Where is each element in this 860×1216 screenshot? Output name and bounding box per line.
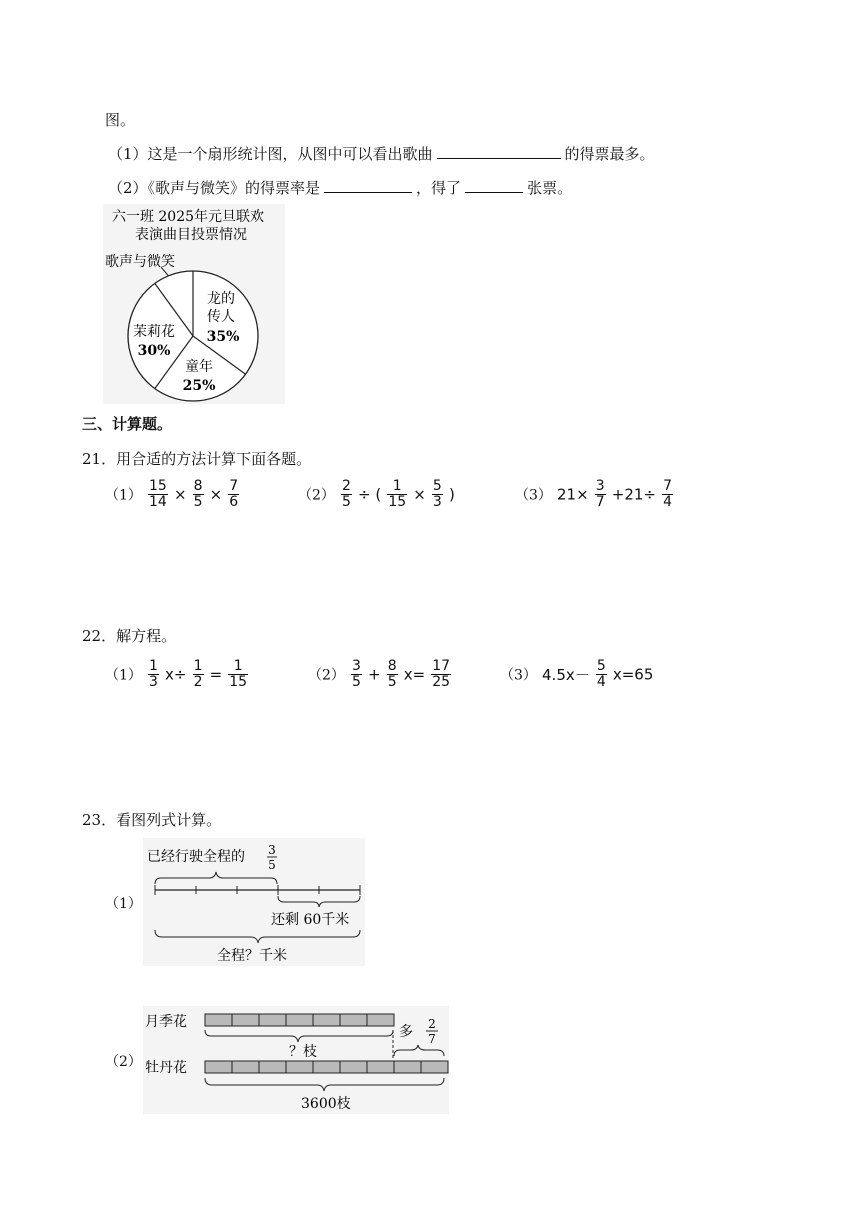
problem-label: （1） <box>105 487 142 504</box>
q2-prefix: （2）《歌声与微笑》的得票率是 <box>108 179 321 197</box>
more-fraction-den: 7 <box>428 1032 436 1046</box>
expression-part: x÷ <box>165 665 187 684</box>
expression-part: x=65 <box>612 665 654 684</box>
operator: × <box>413 485 426 504</box>
row2-segment <box>286 1061 313 1073</box>
total-brace <box>155 930 360 943</box>
row1-segment <box>313 1014 340 1026</box>
remaining-brace <box>278 896 360 907</box>
distance-diagram-svg <box>143 838 365 966</box>
row1-segment <box>259 1014 286 1026</box>
operator: = <box>209 665 223 684</box>
row2-segment <box>205 1061 232 1073</box>
fraction: $\frac{15}{14}$ <box>149 478 167 510</box>
fraction: $\frac{1}{3}$ <box>149 658 158 690</box>
expression-part: 4.5x－ <box>542 666 590 684</box>
row2-segment <box>232 1061 259 1073</box>
chart-title-line1: 六一班 2025年元旦联欢 <box>111 209 265 225</box>
remaining-label: 还剩 60千米 <box>271 912 350 928</box>
q21-problem-1 <box>105 479 240 510</box>
rose-brace <box>205 1030 393 1042</box>
row1-segment <box>205 1014 232 1026</box>
q22-problem-1 <box>105 659 249 690</box>
slice-label-dragon-1: 龙的 <box>207 291 235 307</box>
fraction: $\frac{1}{15}$ <box>229 658 248 690</box>
q1-suffix: 的得票最多。 <box>564 145 655 163</box>
question-1-line <box>108 144 655 164</box>
traveled-label: 已经行驶全程的 <box>147 849 245 865</box>
slice-value-dragon: 35% <box>206 329 240 345</box>
operator: ÷ ( <box>358 485 382 504</box>
q22-problem-2 <box>308 659 452 690</box>
answer-blank-song[interactable] <box>437 144 561 159</box>
fraction: $\frac{1}{2}$ <box>193 658 203 690</box>
answer-blank-votes[interactable] <box>465 178 523 193</box>
expression-part: 21× <box>557 485 589 504</box>
row2-segment <box>367 1061 394 1073</box>
q22-problem-3 <box>500 659 653 690</box>
row2-segment <box>340 1061 367 1073</box>
row2-segment <box>259 1061 286 1073</box>
q21-problem-3 <box>515 479 674 510</box>
q1-prefix: （1）这是一个扇形统计图，从图中可以看出歌曲 <box>108 145 433 163</box>
slice-label-jasmine: 茉莉花 <box>133 324 175 340</box>
rose-count-label: ？枝 <box>289 1044 317 1060</box>
total-label: 全程？千米 <box>217 948 287 964</box>
rose-bar <box>205 1014 394 1026</box>
q2-mid: ，得了 <box>416 179 462 197</box>
row2-segment <box>421 1061 448 1073</box>
fraction: $\frac{1}{15}$ <box>388 478 407 510</box>
slice-label-dragon-2: 传人 <box>207 309 235 325</box>
q23-label-1: （1） <box>105 896 142 912</box>
flower-diagram <box>143 1006 449 1114</box>
traveled-fraction-den: 5 <box>268 858 276 872</box>
q21-problem-2 <box>298 479 455 510</box>
problem-label: （3） <box>515 487 552 504</box>
fraction: $\frac{2}{5}$ <box>342 478 351 510</box>
more-fraction-num: 2 <box>428 1017 436 1031</box>
peony-bar <box>205 1061 448 1073</box>
question-2-line <box>108 178 572 198</box>
q22-title: 22．解方程。 <box>82 627 177 645</box>
operator: × <box>173 485 187 504</box>
row1-segment <box>340 1014 367 1026</box>
fraction: $\frac{3}{5}$ <box>352 658 361 690</box>
fraction: $\frac{8}{5}$ <box>387 658 397 690</box>
fraction: $\frac{7}{6}$ <box>229 478 239 510</box>
slice-label-outside: 歌声与微笑 <box>105 254 175 270</box>
slice-value-jasmine: 30% <box>137 343 171 359</box>
expression-part: x= <box>403 665 426 684</box>
operator: + <box>368 665 381 684</box>
operator: × <box>209 485 223 504</box>
problem-label: （2） <box>308 667 345 684</box>
pie-chart-svg <box>103 204 285 404</box>
text-line-continuation: 图。 <box>105 111 136 129</box>
q23-label-2: （2） <box>105 1054 142 1070</box>
flower-diagram-svg <box>143 1006 449 1114</box>
answer-blank-rate[interactable] <box>324 178 412 193</box>
q23-title: 23．看图列式计算。 <box>82 811 222 829</box>
problem-label: （2） <box>298 487 335 504</box>
fraction: $\frac{8}{5}$ <box>193 478 203 510</box>
row1-segment <box>232 1014 259 1026</box>
traveled-fraction-num: 3 <box>268 843 276 857</box>
row1-label: 月季花 <box>145 1014 187 1030</box>
expression-part: +21÷ <box>611 485 657 504</box>
q2-suffix: 张票。 <box>527 179 573 197</box>
fraction: $\frac{17}{25}$ <box>432 658 451 690</box>
slice-value-childhood: 25% <box>182 378 216 394</box>
row2-segment <box>394 1061 421 1073</box>
row1-segment <box>367 1014 394 1026</box>
problem-label: （3） <box>500 667 537 684</box>
row2-segment <box>313 1061 340 1073</box>
fraction: $\frac{3}{7}$ <box>595 478 605 510</box>
chart-title-line2: 表演曲目投票情况 <box>135 227 247 243</box>
more-brace <box>394 1045 444 1056</box>
distance-diagram <box>143 838 365 966</box>
slice-label-childhood: 童年 <box>185 359 213 375</box>
paren: ) <box>448 485 455 504</box>
peony-total-label: 3600枝 <box>301 1096 351 1112</box>
row2-label: 牡丹花 <box>145 1060 187 1076</box>
traveled-brace <box>155 872 277 884</box>
pie-chart-figure <box>103 204 285 404</box>
fraction: $\frac{5}{4}$ <box>596 658 606 690</box>
fraction: $\frac{7}{4}$ <box>663 478 673 510</box>
more-label: 多 <box>399 1024 413 1040</box>
q21-title: 21．用合适的方法计算下面各题。 <box>82 450 312 468</box>
problem-label: （1） <box>105 667 142 684</box>
peony-brace <box>205 1078 444 1091</box>
section-heading: 三、计算题。 <box>82 415 173 433</box>
row1-segment <box>286 1014 313 1026</box>
fraction: $\frac{5}{3}$ <box>432 478 442 510</box>
